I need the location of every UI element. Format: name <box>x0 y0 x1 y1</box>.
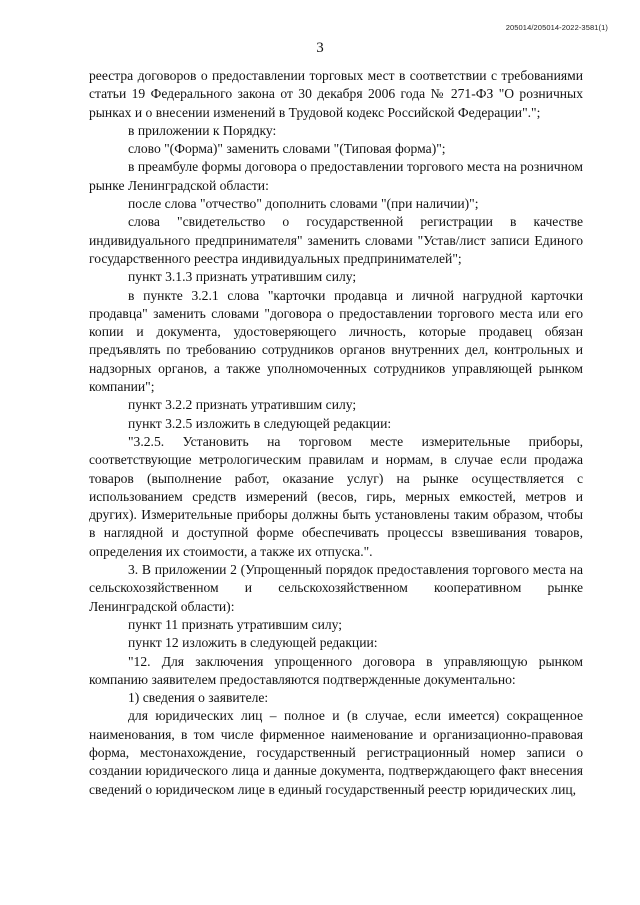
paragraph: 1) сведения о заявителе: <box>128 690 269 706</box>
paragraph: "3.2.5. Установить на торговом месте измерительные приборы, соответствующие метрологическим правилам и нормам, в случае если продажа товаров (выполнение работ, оказание услуг) на рынке осуществляется с использованием средств измерений (весов, гирь, мерных емкостей, метров и других). Измерительные приборы должны быть установлены таким образом, чтобы в наглядной и доступной форме обеспечивать процессы взвешивания товаров, определения их стоимости, а также их отпуска.". <box>89 433 583 559</box>
page-number: 3 <box>316 40 324 56</box>
paragraph: 3. В приложении 2 (Упрощенный порядок предоставления торгового места на сельскохозяйственном и сельскохозяйственном кооперативном рынке Ленинградской области): <box>89 562 583 614</box>
paragraph: слово "(Форма)" заменить словами "(Типовая форма)"; <box>128 141 446 157</box>
document-body <box>89 67 583 799</box>
paragraph: реестра договоров о предоставлении торговых мест в соответствии с требованиями статьи 19 Федерального закона от 30 декабря 2006 года № 271-ФЗ "О розничных рынках и о внесении изменений в Трудовой кодекс Российской Федерации"."; <box>89 68 583 120</box>
paragraph: слова "свидетельство о государственной регистрации в качестве индивидуального предпринимателя" заменить словами "Устав/лист записи Единого государственного реестра индивидуальных предпринимателей"; <box>89 214 583 266</box>
paragraph: в преамбуле формы договора о предоставлении торгового места на розничном рынке Ленинградской области: <box>89 159 583 193</box>
paragraph: для юридических лиц – полное и (в случае, если имеется) сокращенное наименования, в том числе фирменное наименование и организационно-правовая форма, местонахождение, государственный регистрационный номер записи о создании юридического лица и данные документа, подтверждающего факт внесения сведений о юридическом лице в единый государственный реестр юридических лиц, <box>89 708 583 797</box>
paragraph: пункт 12 изложить в следующей редакции: <box>128 635 378 651</box>
paragraph: пункт 3.2.2 признать утратившим силу; <box>128 397 357 413</box>
paragraph: в приложении к Порядку: <box>128 122 277 138</box>
paragraph: после слова "отчество" дополнить словами "(при наличии)"; <box>128 196 479 212</box>
paragraph: пункт 3.2.5 изложить в следующей редакции: <box>128 415 392 431</box>
paragraph: пункт 3.1.3 признать утратившим силу; <box>128 269 357 285</box>
document-id: 205014/205014-2022-3581(1) <box>505 23 608 32</box>
paragraph: "12. Для заключения упрощенного договора в управляющую рынком компанию заявителем предоставляются подтвержденные документально: <box>89 653 583 687</box>
paragraph: в пункте 3.2.1 слова "карточки продавца и личной нагрудной карточки продавца" заменить словами "договора о предоставлении торгового места или его копии и документа, удостоверяющего личность, которые продавец обязан предъявлять по требованию сотрудников органов внутренних дел, контрольных и надзорных органов, а также уполномоченных сотрудников управляющей рынком компании"; <box>89 287 583 395</box>
paragraph: пункт 11 признать утратившим силу; <box>128 616 343 632</box>
